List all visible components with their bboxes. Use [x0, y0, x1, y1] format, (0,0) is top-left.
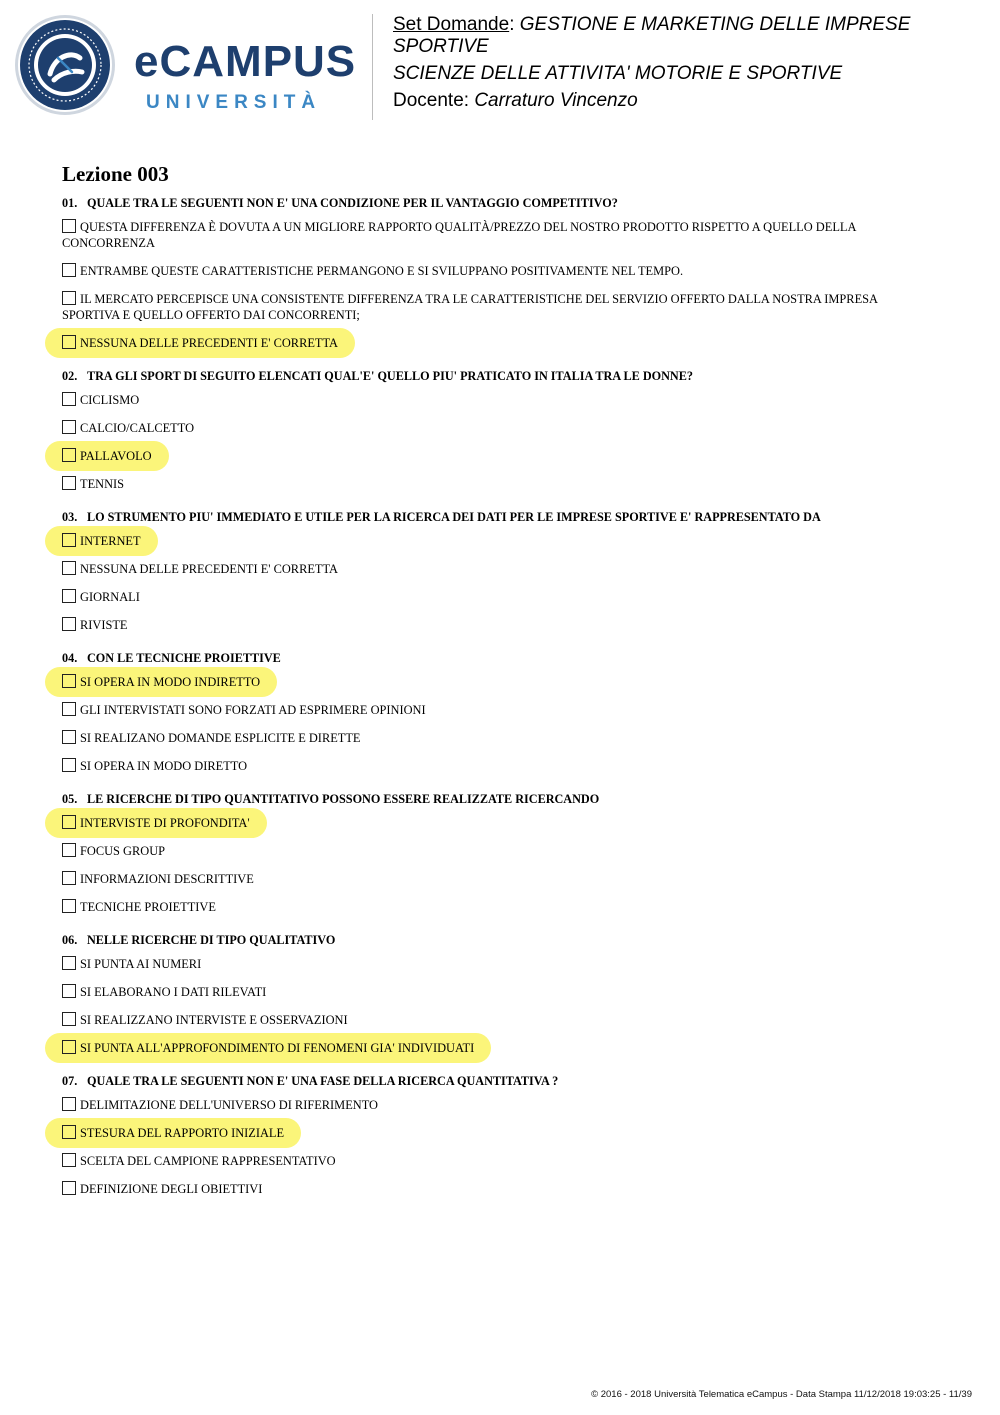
answer-option[interactable]	[62, 420, 912, 436]
checkbox[interactable]	[62, 448, 76, 462]
answer-text: CALCIO/CALCETTO	[80, 421, 195, 435]
answer-text: ENTRAMBE QUESTE CARATTERISTICHE PERMANGONO E SI SVILUPPANO POSITIVAMENTE NEL TEMPO.	[80, 264, 684, 278]
checkbox[interactable]	[62, 674, 76, 688]
answer-option[interactable]	[62, 1097, 912, 1113]
answer-text: SI PUNTA AI NUMERI	[80, 957, 202, 971]
answer-option[interactable]	[62, 589, 912, 605]
answer-option[interactable]	[62, 956, 912, 972]
checkbox[interactable]	[62, 420, 76, 434]
question-label: QUALE TRA LE SEGUENTI NON E' UNA CONDIZIONE PER IL VANTAGGIO COMPETITIVO?	[87, 196, 618, 210]
question-number: 03.	[62, 510, 78, 524]
answer-text: IL MERCATO PERCEPISCE UNA CONSISTENTE DIFFERENZA TRA LE CARATTERISTICHE DEL SERVIZIO OFFERTO DALLA NOSTRA IMPRESA SPORTIVA E QUELLO OFFERTO DAI CONCORRENTI;	[62, 292, 878, 322]
answer-option-highlighted[interactable]	[62, 1125, 284, 1141]
ecampus-logo	[14, 14, 359, 118]
checkbox[interactable]	[62, 758, 76, 772]
question-block	[62, 1074, 912, 1197]
checkbox[interactable]	[62, 815, 76, 829]
lesson-title: Lezione 003	[62, 162, 169, 186]
answer-text: FOCUS GROUP	[80, 844, 166, 858]
checkbox[interactable]	[62, 1125, 76, 1139]
answer-option-highlighted[interactable]	[62, 1040, 474, 1056]
question-number: 06.	[62, 933, 78, 947]
answer-option-highlighted[interactable]	[62, 335, 338, 351]
question-text	[62, 933, 912, 948]
answer-option[interactable]	[62, 1153, 912, 1169]
question-number: 02.	[62, 369, 78, 383]
answer-text: SI REALIZZANO INTERVISTE E OSSERVAZIONI	[80, 1013, 348, 1027]
answer-text: INTERVISTE DI PROFONDITA'	[80, 816, 250, 830]
answer-option-highlighted[interactable]	[62, 674, 260, 690]
checkbox[interactable]	[62, 702, 76, 716]
checkbox[interactable]	[62, 956, 76, 970]
question-block	[62, 792, 912, 915]
degree-name: SCIENZE DELLE ATTIVITA' MOTORIE E SPORTIVE	[393, 63, 843, 84]
question-text	[62, 1074, 912, 1089]
checkbox[interactable]	[62, 335, 76, 349]
question-number: 05.	[62, 792, 78, 806]
answer-text: RIVISTE	[80, 618, 128, 632]
question-label: QUALE TRA LE SEGUENTI NON E' UNA FASE DELLA RICERCA QUANTITATIVA ?	[87, 1074, 559, 1088]
question-label: NELLE RICERCHE DI TIPO QUALITATIVO	[87, 933, 336, 947]
course-name-line1: GESTIONE E MARKETING DELLE IMPRESE	[519, 14, 911, 35]
docente-line	[393, 90, 963, 112]
checkbox[interactable]	[62, 899, 76, 913]
course-line-2	[393, 36, 963, 58]
answer-option[interactable]	[62, 702, 912, 718]
answer-option[interactable]	[62, 263, 912, 279]
checkbox[interactable]	[62, 291, 76, 305]
answer-text: DELIMITAZIONE DELL'UNIVERSO DI RIFERIMENTO	[80, 1098, 379, 1112]
question-block	[62, 933, 912, 1056]
question-text	[62, 196, 912, 211]
checkbox[interactable]	[62, 1181, 76, 1195]
question-label: LO STRUMENTO PIU' IMMEDIATO E UTILE PER LA RICERCA DEI DATI PER LE IMPRESE SPORTIVE E' RAPPRESENTATO DA	[87, 510, 821, 524]
checkbox[interactable]	[62, 871, 76, 885]
question-text	[62, 510, 912, 525]
answer-text: SI REALIZANO DOMANDE ESPLICITE E DIRETTE	[80, 731, 361, 745]
question-number: 07.	[62, 1074, 78, 1088]
question-label: TRA GLI SPORT DI SEGUITO ELENCATI QUAL'E' QUELLO PIU' PRATICATO IN ITALIA TRA LE DONNE?	[87, 369, 693, 383]
question-number: 01.	[62, 196, 78, 210]
checkbox[interactable]	[62, 219, 76, 233]
question-block	[62, 510, 912, 633]
answer-option-highlighted[interactable]	[62, 815, 250, 831]
answer-text: SCELTA DEL CAMPIONE RAPPRESENTATIVO	[80, 1154, 336, 1168]
answer-text: DEFINIZIONE DEGLI OBIETTIVI	[80, 1182, 263, 1196]
document-header	[393, 14, 963, 112]
answer-text: TECNICHE PROIETTIVE	[80, 900, 216, 914]
answer-option-highlighted[interactable]	[62, 448, 152, 464]
answer-option[interactable]	[62, 392, 912, 408]
answer-text: CICLISMO	[80, 393, 140, 407]
degree-line	[393, 63, 963, 85]
set-separator: :	[509, 14, 520, 35]
checkbox[interactable]	[62, 263, 76, 277]
checkbox[interactable]	[62, 730, 76, 744]
answer-option[interactable]	[62, 1181, 912, 1197]
answer-option[interactable]	[62, 219, 912, 251]
answer-option[interactable]	[62, 758, 912, 774]
question-block	[62, 196, 912, 351]
answer-option[interactable]	[62, 617, 912, 633]
checkbox[interactable]	[62, 392, 76, 406]
answer-option[interactable]	[62, 843, 912, 859]
page-footer: © 2016 - 2018 Università Telematica eCampus - Data Stampa 11/12/2018 19:03:25 - 11/39	[591, 1389, 972, 1400]
docente-name: Carraturo Vincenzo	[474, 90, 638, 111]
answer-text: NESSUNA DELLE PRECEDENTI E' CORRETTA	[80, 336, 338, 350]
set-label: Set Domande	[393, 14, 510, 35]
question-block	[62, 651, 912, 774]
brand-name: CAMPUS	[159, 37, 357, 86]
answer-text: SI ELABORANO I DATI RILEVATI	[80, 985, 267, 999]
answer-text: SI OPERA IN MODO INDIRETTO	[80, 675, 261, 689]
checkbox[interactable]	[62, 533, 76, 547]
answer-text: PALLAVOLO	[80, 449, 152, 463]
question-text	[62, 369, 912, 384]
checkbox[interactable]	[62, 1040, 76, 1054]
answer-option[interactable]	[62, 561, 912, 577]
checkbox[interactable]	[62, 1153, 76, 1167]
question-label: LE RICERCHE DI TIPO QUANTITATIVO POSSONO ESSERE REALIZZATE RICERCANDO	[87, 792, 600, 806]
course-name-line2: SPORTIVE	[393, 36, 489, 57]
answer-option[interactable]	[62, 730, 912, 746]
checkbox[interactable]	[62, 617, 76, 631]
question-text	[62, 651, 912, 666]
answer-text: QUESTA DIFFERENZA È DOVUTA A UN MIGLIORE RAPPORTO QUALITÀ/PREZZO DEL NOSTRO PRODOTTO RISPETTO A QUELLO DELLA CONCORRENZA	[62, 220, 856, 250]
answer-option[interactable]	[62, 984, 912, 1000]
ecampus-seal-icon	[14, 14, 116, 116]
answer-option-highlighted[interactable]	[62, 533, 141, 549]
brand-prefix: e	[134, 37, 160, 86]
header-divider	[372, 14, 373, 120]
brand-subtitle: UNIVERSITÀ	[146, 92, 322, 113]
checkbox[interactable]	[62, 984, 76, 998]
answer-option[interactable]	[62, 871, 912, 887]
answer-text: SI OPERA IN MODO DIRETTO	[80, 759, 248, 773]
checkbox[interactable]	[62, 1097, 76, 1111]
checkbox[interactable]	[62, 1012, 76, 1026]
checkbox[interactable]	[62, 561, 76, 575]
answer-text: GLI INTERVISTATI SONO FORZATI AD ESPRIMERE OPINIONI	[80, 703, 426, 717]
set-line	[393, 14, 963, 36]
answer-text: INTERNET	[80, 534, 141, 548]
answer-option[interactable]	[62, 1012, 912, 1028]
question-list	[62, 196, 912, 1215]
answer-text: SI PUNTA ALL'APPROFONDIMENTO DI FENOMENI GIA' INDIVIDUATI	[80, 1041, 475, 1055]
answer-option[interactable]	[62, 476, 912, 492]
question-number: 04.	[62, 651, 78, 665]
answer-text: TENNIS	[80, 477, 125, 491]
docente-label: Docente:	[393, 90, 475, 111]
answer-option[interactable]	[62, 291, 912, 323]
question-text	[62, 792, 912, 807]
answer-text: GIORNALI	[80, 590, 140, 604]
question-block	[62, 369, 912, 492]
checkbox[interactable]	[62, 589, 76, 603]
checkbox[interactable]	[62, 476, 76, 490]
answer-text: INFORMAZIONI DESCRITTIVE	[80, 872, 254, 886]
checkbox[interactable]	[62, 843, 76, 857]
answer-text: NESSUNA DELLE PRECEDENTI E' CORRETTA	[80, 562, 338, 576]
brand-wordmark	[134, 37, 357, 113]
answer-option[interactable]	[62, 899, 912, 915]
question-label: CON LE TECNICHE PROIETTIVE	[87, 651, 281, 665]
answer-text: STESURA DEL RAPPORTO INIZIALE	[80, 1126, 285, 1140]
